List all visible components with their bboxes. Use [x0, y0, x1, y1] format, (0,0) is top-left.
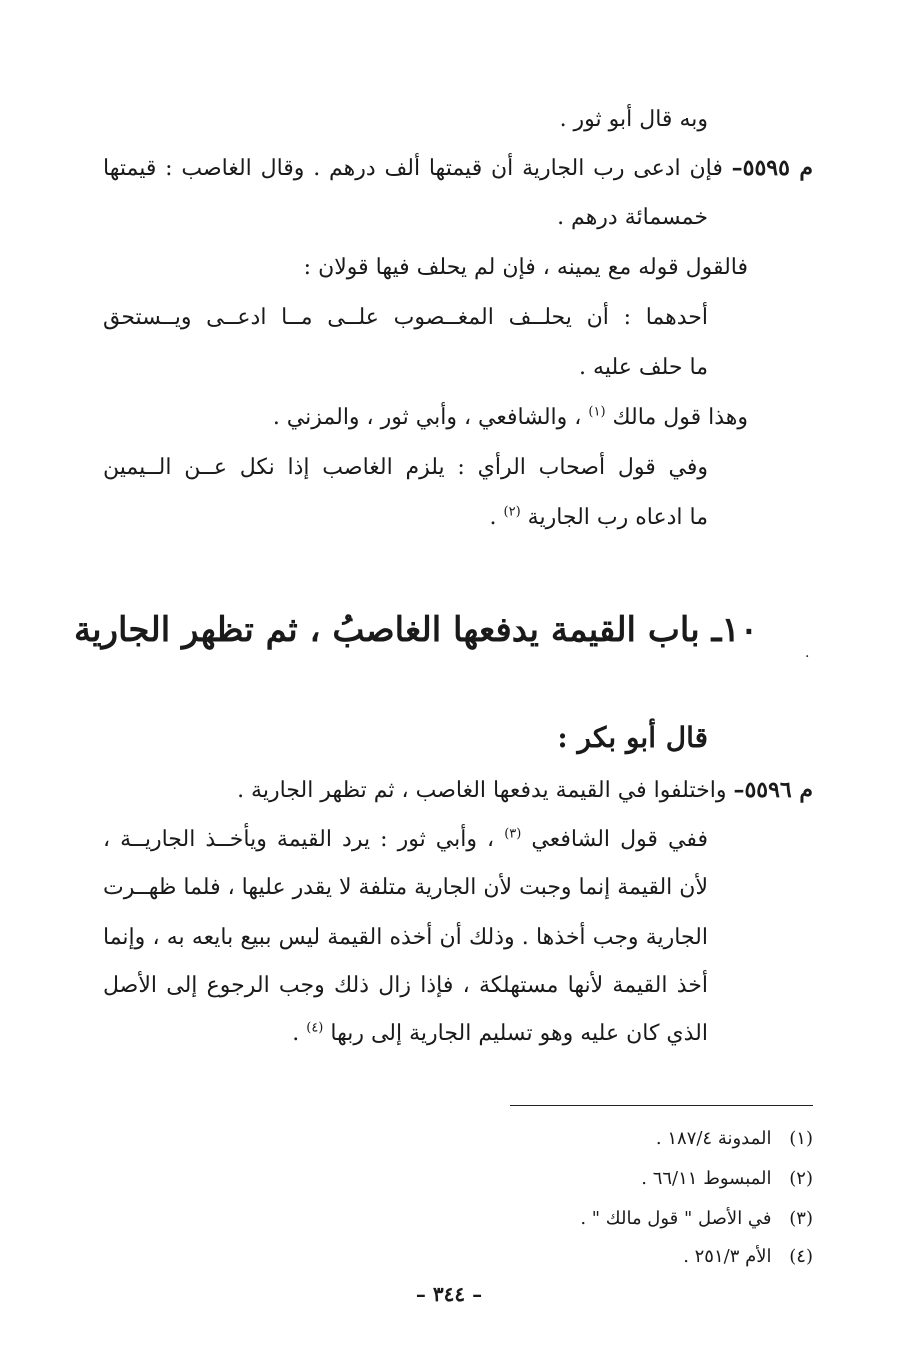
footnote [683, 1244, 813, 1270]
text: ففي قول الشافعي [531, 827, 708, 852]
text-line [103, 453, 708, 483]
chapter-title: ١٠ـ باب القيمة يدفعها الغاصبُ ، ثم تظهر الجارية [73, 610, 758, 650]
text-line [304, 253, 748, 283]
footnote-text: المدونة ١٨٧/٤ . [655, 1128, 772, 1149]
footnote-text: المبسوط ٦٦/١١ . [641, 1168, 772, 1189]
text: واختلفوا في القيمة يدفعها الغاصب ، ثم تظهر الجارية . [237, 778, 727, 803]
footnote-text: الأم ٢٥١/٣ . [683, 1246, 772, 1267]
text: فالقول قوله مع يمينه ، فإن لم يحلف فيها قولان : [303, 255, 748, 280]
text: لأن القيمة إنما وجبت لأن الجارية متلفة لا يقدر عليها ، فلما ظهــرت [102, 875, 708, 900]
footnote-ref: (١) [588, 404, 606, 420]
footnote-number: (٢) [789, 1168, 813, 1189]
footnote [580, 1206, 813, 1232]
decorative-dot: . [805, 645, 810, 661]
footnote-ref: (٤) [306, 1020, 324, 1036]
footnote-number: (١) [789, 1128, 813, 1149]
text: وفي قول أصحاب الرأي : يلزم الغاصب إذا نكل عــن الــيمين [103, 455, 708, 480]
footnote-number: (٣) [789, 1208, 813, 1229]
text-line [490, 503, 708, 533]
text: أحدهما : أن يحلــف المغــصوب علــى مــا ادعــى ويــستحق [103, 305, 708, 330]
footnote-ref: (٢) [503, 504, 521, 520]
text-line [273, 403, 748, 433]
text: فإن ادعى رب الجارية أن قيمتها ألف درهم . وقال الغاصب : قيمتها [103, 156, 723, 181]
subheading: قال أبو بكر : [557, 721, 708, 754]
footnote-separator [510, 1105, 813, 1106]
footnote [641, 1166, 813, 1192]
text: الذي كان عليه وهو تسليم الجارية إلى ربها [330, 1021, 708, 1046]
text: أخذ القيمة لأنها مستهلكة ، فإذا زال ذلك وجب الرجوع إلى الأصل [103, 973, 708, 998]
item-5596-line [237, 775, 813, 806]
footnote-number: (٤) [789, 1246, 813, 1267]
text: وهذا قول مالك [612, 405, 748, 430]
text: ما ادعاه رب الجارية [527, 505, 708, 530]
text: . [489, 505, 497, 530]
item-number: م ٥٥٩٥– [731, 155, 814, 181]
text: ما حلف عليه . [579, 355, 708, 380]
text-line [557, 203, 708, 233]
page-number: – ٣٤٤ – [415, 1282, 483, 1306]
text-line [292, 1019, 708, 1049]
footnote-ref: (٣) [504, 826, 522, 842]
text: . [292, 1021, 300, 1046]
text-line [103, 873, 708, 903]
text: ، والشافعي ، وأبي ثور ، والمزني . [272, 405, 582, 430]
text: ، وأبي ثور : يرد القيمة ويأخــذ الجاريــة ، [103, 827, 495, 852]
text-line [103, 825, 708, 855]
text: خمسمائة درهم . [557, 205, 708, 230]
item-number: م ٥٥٩٦– [733, 777, 813, 803]
text: وبه قال أبو ثور . [559, 107, 708, 132]
text-line [560, 105, 708, 135]
text-line [103, 303, 708, 333]
footnote-text: في الأصل " قول مالك " . [580, 1208, 772, 1229]
item-5595-first-line [103, 153, 813, 184]
footnote [656, 1126, 813, 1152]
text: الجارية وجب أخذها . وذلك أن أخذه القيمة ليس ببيع بايعه به ، وإنما [103, 925, 708, 950]
text-line [579, 353, 708, 383]
text-line [103, 923, 708, 953]
text-line [103, 971, 708, 1001]
